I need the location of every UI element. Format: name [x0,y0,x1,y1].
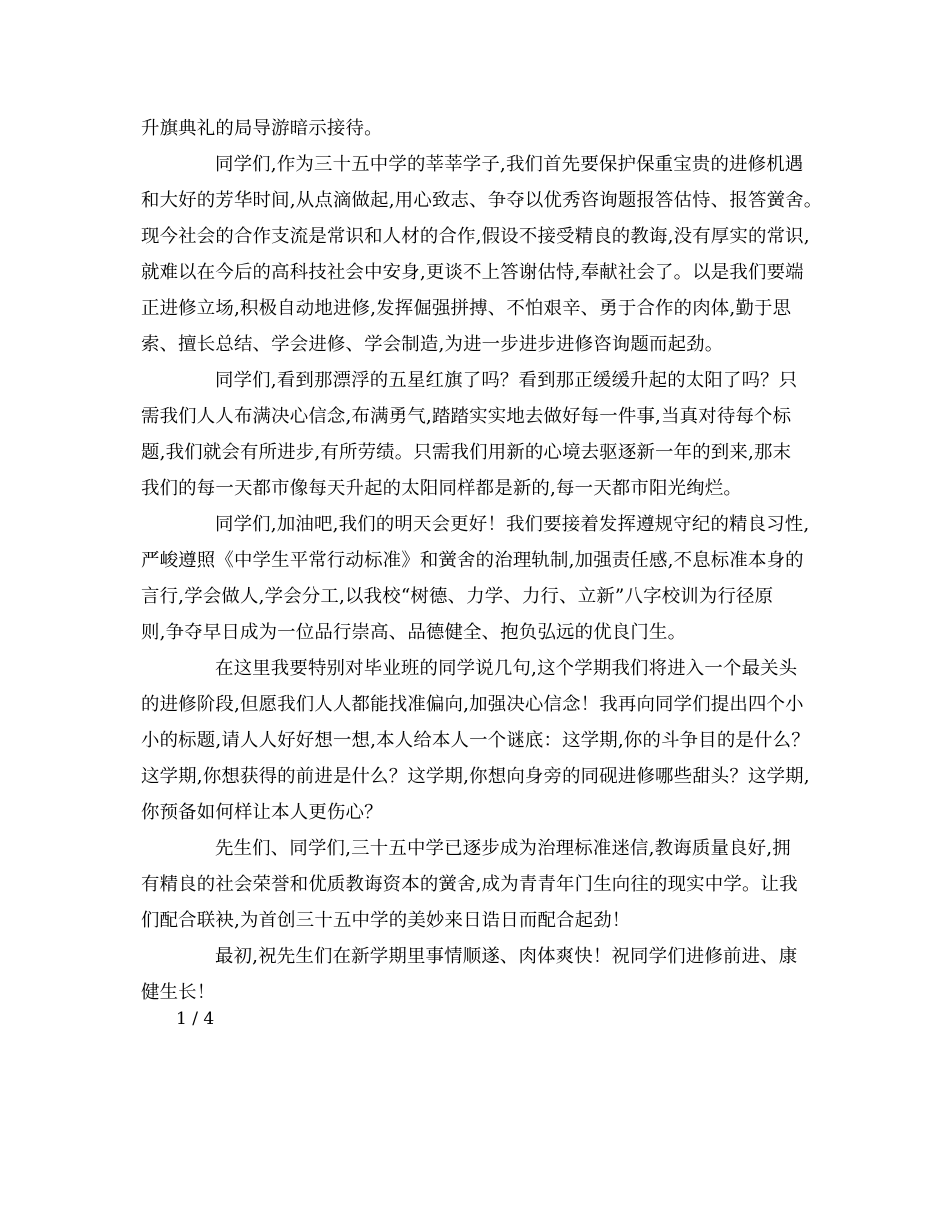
text-line: 有精良的社会荣誉和优质教诲资本的黉舍,成为青青年门生向往的现实中学。让我 [141,874,798,895]
text-line: 言行,学会做人,学会分工,以我校“树德、力学、力行、立新”八字校训为行径原 [141,586,774,607]
text-line: 就难以在今后的高科技社会中安身,更谈不上答谢估恃,奉献社会了。以是我们要端 [141,262,804,283]
paragraph-first-line: 在这里我要特别对毕业班的同学说几句,这个学期我们将进入一个最关头 [215,658,798,679]
text-line: 严峻遵照《中学生平常行动标准》和黉舍的治理轨制,加强责任感,不息标准本身的 [141,550,804,571]
text-line: 则,争夺早日成为一位品行崇高、品德健全、抱负弘远的优良门生。 [141,622,687,643]
paragraph-first-line: 同学们,加油吧,我们的明天会更好！我们要接着发挥遵规守纪的精良习性, [215,514,810,535]
text-line: 们配合联袂,为首创三十五中学的美妙来日诰日而配合起劲！ [141,910,631,931]
text-line: 题,我们就会有所进步,有所劳绩。只需我们用新的心境去驱逐新一年的到来,那末 [141,442,792,463]
text-line: 小的标题,请人人好好想一想,本人给本人一个谜底：这学期,你的斗争目的是什么？ [141,730,810,751]
page-number: 1 / 4 [176,1009,215,1029]
text-line: 升旗典礼的局导游暗示接待。 [141,118,383,139]
paragraph-first-line: 最初,祝先生们在新学期里事情顺遂、肉体爽快！祝同学们进修前进、康 [215,946,798,967]
text-line: 我们的每一天都市像每天升起的太阳同样都是新的,每一天都市阳光绚烂。 [141,478,742,499]
paragraph-first-line: 同学们,作为三十五中学的莘莘学子,我们首先要保护保重宝贵的进修机遇 [215,154,804,175]
text-line: 健生长！ [141,982,216,1003]
paragraph-first-line: 先生们、同学们,三十五中学已逐步成为治理标准迷信,教诲质量良好,拥 [215,838,791,859]
text-line: 索、擅长总结、学会进修、学会制造,为进一步进步进修咨询题而起劲。 [141,334,724,355]
text-line: 正进修立场,积极自动地进修,发挥倔强拼搏、不怕艰辛、勇于合作的肉体,勤于思 [141,298,792,319]
text-line: 需我们人人布满决心信念,布满勇气,踏踏实实地去做好每一件事,当真对待每个标 [141,406,792,427]
text-line: 你预备如何样让本人更伤心？ [141,802,383,823]
text-line: 这学期,你想获得的前进是什么？这学期,你想向身旁的同砚进修哪些甜头？这学期, [141,766,810,787]
text-line: 的进修阶段,但愿我们人人都能找准偏向,加强决心信念！我再向同学们提出四个小 [141,694,804,715]
text-line: 现今社会的合作支流是常识和人材的合作,假设不接受精良的教诲,没有厚实的常识, [141,226,810,247]
paragraph-first-line: 同学们,看到那漂浮的五星红旗了吗？看到那正缓缓升起的太阳了吗？只 [215,370,798,391]
text-line: 和大好的芳华时间,从点滴做起,用心致志、争夺以优秀咨询题报答估恃、报答黉舍。 [141,190,823,211]
